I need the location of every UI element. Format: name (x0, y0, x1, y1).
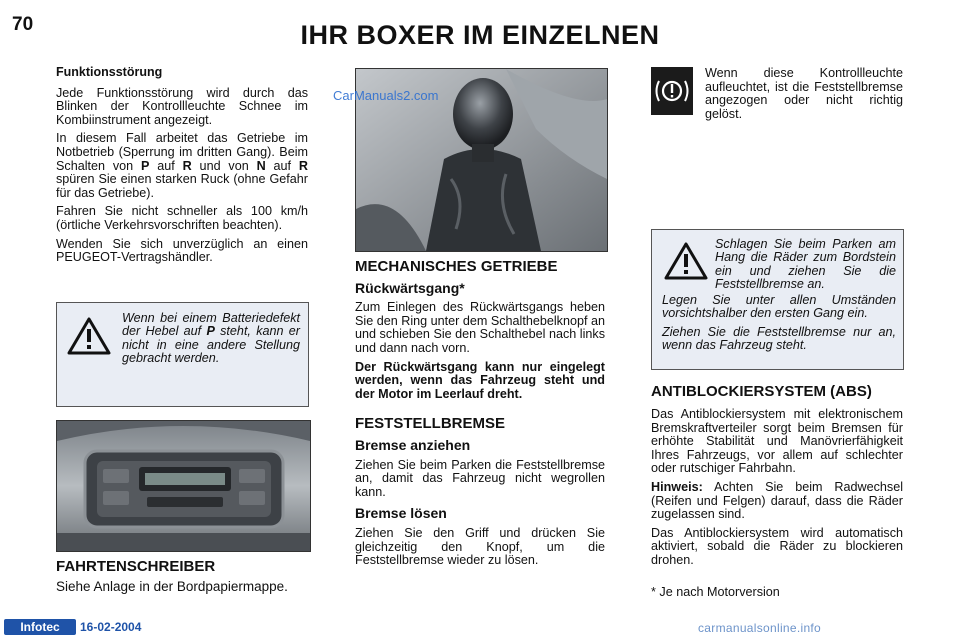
tachograph-photo (56, 420, 311, 552)
manual-gearbox-heading: MECHANISCHES GETRIEBE (355, 258, 558, 275)
parking-warning-p3: Ziehen Sie die Feststellbremse nur an, wenn das Fahrzeug steht. (662, 325, 896, 353)
tachograph-heading: FAHRTENSCHREIBER (56, 558, 216, 575)
apply-brake-heading: Bremse anziehen (355, 436, 471, 453)
malfunction-p1: Jede Funktionsstörung wird durch das Blinken der Kontrollleuchte Schnee im Kombiinstrument angezeigt. (56, 85, 308, 127)
malfunction-p3: Fahren Sie nicht schneller als 100 km/h (örtliche Verkehrsvorschriften beachten). (56, 204, 308, 232)
reverse-gear-heading: Rückwärtsgang* (355, 279, 465, 296)
text-run: Achten Sie beim Radwechsel (Reifen und Felgen) darauf, dass die Räder zugelassen sind. (651, 479, 903, 522)
gear-p: P (206, 324, 215, 339)
release-brake-text: Ziehen Sie den Griff und drücken Sie gleichzeitig den Knopf, um die Feststellbremse wieder zu lösen. (355, 525, 605, 568)
hinweis-label: Hinweis: (651, 479, 703, 494)
abs-p2: Das Antiblockiersystem wird automatisch aktiviert, sobald die Räder zu blockieren drohen. (651, 525, 903, 567)
reverse-gear-p1: Zum Einlegen des Rückwärtsgangs heben Sie den Ring unter dem Schalthebelknopf an und schieben Sie den Schalthebel nach links und dann nach vorn. (355, 300, 605, 355)
abs-heading: ANTIBLOCKIERSYSTEM (ABS) (651, 383, 872, 400)
tachograph-section (56, 560, 308, 599)
footer-date: 16-02-2004 (80, 620, 142, 634)
parking-warning-p1: Schlagen Sie beim Parken am Hang die Räder zum Bordstein ein und ziehen Sie die Feststellbremse an. (715, 237, 896, 292)
malfunction-p4: Wenden Sie sich unverzüglich an einen PEUGEOT-Vertragshändler. (56, 236, 308, 265)
brake-light-text: Wenn diese Kontrollleuchte aufleuchtet, ist die Feststellbremse angezogen oder nicht richtig gelöst. (705, 66, 903, 121)
warning-triangle-icon (664, 242, 708, 280)
text-run: In diesem Fall arbeitet das Getriebe im Notbetrieb (Sperrung im dritten Gang). Beim Schalten von (56, 131, 308, 173)
infotec-logo: Infotec (4, 619, 76, 635)
watermark-top: CarManuals2.com (333, 88, 439, 103)
apply-brake-text: Ziehen Sie beim Parken die Feststellbremse an, damit das Fahrzeug nicht wegrollen kann. (355, 457, 605, 499)
release-brake-heading: Bremse lösen (355, 505, 447, 522)
text-run: Wenn bei einem Batteriedefekt der Hebel auf (122, 311, 300, 339)
parking-brake-heading: FESTSTELLBREMSE (355, 415, 506, 433)
abs-p1: Das Antiblockiersystem mit elektronischem Bremskraftverteiler sorgt beim Bremsen für erhöhte Stabilität und Manövrierfähigkeit Ihres Fahrzeugs, vor allem auf schlechter oder rutschiger Fahrbahn. (651, 407, 903, 476)
watermark-bottom: carmanualsonline.info (698, 621, 822, 635)
battery-warning-text (122, 312, 300, 366)
gear-n: N (256, 158, 266, 173)
text-run: auf (265, 158, 299, 173)
reverse-gear-p2: Der Rückwärtsgang kann nur eingelegt werden, wenn das Fahrzeug steht und der Motor im Leerlauf dreht. (355, 359, 605, 401)
page-title: IHR BOXER IM EINZELNEN (300, 20, 660, 50)
tachograph-image (57, 421, 310, 551)
parking-warning-p2: Legen Sie unter allen Umständen vorsichtshalber den ersten Gang ein. (662, 293, 896, 321)
text-run: spüren Sie einen starken Ruck (ohne Gefahr für das Getriebe). (56, 172, 308, 200)
malfunction-heading: Funktionsstörung (56, 65, 163, 79)
gear-p: P (141, 158, 150, 173)
warning-triangle-icon (67, 317, 111, 355)
gear-r: R (182, 158, 192, 173)
gear-r: R (298, 158, 308, 173)
text-run: steht, kann er nicht in eine andere Stellung gebracht werden. (122, 324, 300, 366)
battery-warning-box (56, 302, 309, 407)
page-number: 70 (12, 14, 34, 35)
text-run: und von (191, 158, 257, 173)
text-run: auf (149, 158, 183, 173)
tachograph-text: Siehe Anlage in der Bordpapiermappe. (56, 578, 288, 594)
malfunction-p2 (56, 132, 308, 200)
abs-section (651, 384, 903, 604)
parking-warning-box (651, 229, 904, 370)
parking-brake-icon (651, 67, 693, 115)
manual-gearbox-section (355, 260, 605, 573)
abs-hinweis (651, 481, 903, 522)
malfunction-section (56, 66, 308, 270)
footnote: * Je nach Motorversion (651, 584, 780, 599)
